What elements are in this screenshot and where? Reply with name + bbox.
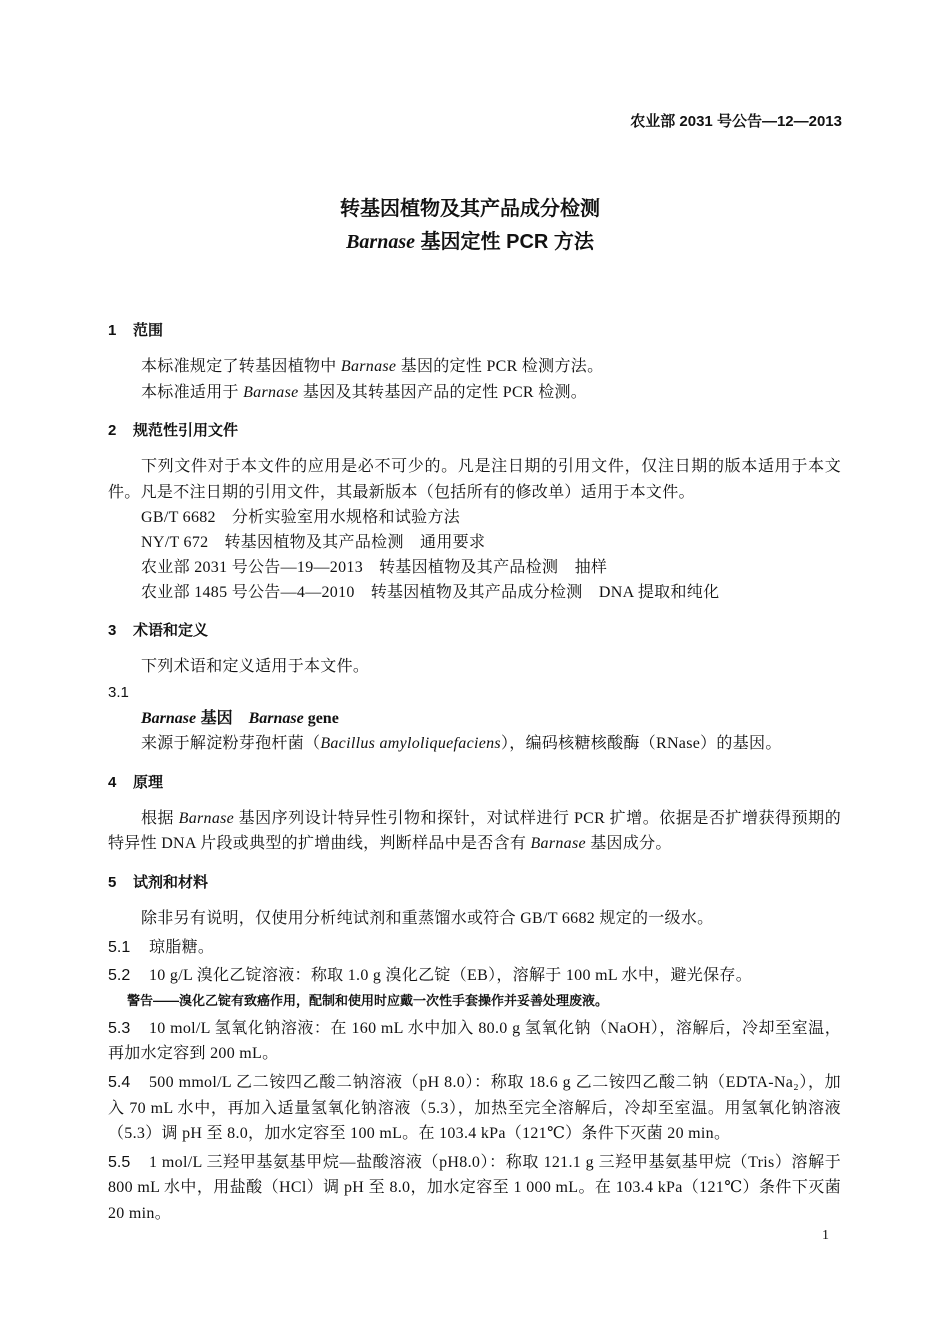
section-title: 术语和定义 — [133, 622, 209, 640]
term-gene-word: gene — [303, 709, 339, 727]
title-line-1: 转基因植物及其产品成分检测 — [340, 198, 600, 220]
reference-title: 转基因植物及其产品检测 通用要求 — [224, 534, 486, 552]
principle-paragraph — [108, 806, 841, 857]
reference-code: NY/T 672 — [141, 534, 209, 552]
section-title: 原理 — [133, 773, 164, 791]
clause-number: 5.5 — [108, 1153, 131, 1171]
reference-list — [108, 505, 841, 605]
clause-text: 1 mol/L 三羟甲基氨基甲烷—盐酸溶液（pH8.0）：称取 121.1 g 三羟甲基氨基甲烷（Tris）溶解于 800 mL 水中，用盐酸（HCl）调 pH 至 8.0，加水定容至 1 000 mL。在 103.4 kPa（121℃）条件下灭菌 20 min。 — [108, 1153, 841, 1222]
title-gene-name: Barnase — [346, 231, 415, 253]
text-run: 根据 — [141, 809, 179, 827]
clause-5-1 — [108, 935, 841, 961]
text-run: 基因成分。 — [585, 835, 672, 853]
title-line-2 — [0, 226, 940, 259]
clause-text: 10 g/L 溴化乙锭溶液：称取 1.0 g 溴化乙锭（EB），溶解于 100 mL 水中，避光保存。 — [149, 967, 752, 985]
document-body — [108, 318, 841, 1226]
clause-text: 琼脂糖。 — [149, 938, 215, 956]
term-name — [108, 706, 841, 732]
clause-number: 5.1 — [108, 938, 131, 956]
reference-title: 转基因植物及其产品成分检测 DNA 提取和纯化 — [370, 584, 720, 602]
clause-text: 10 mol/L 氢氧化钠溶液：在 160 mL 水中加入 80.0 g 氢氧化钠（NaOH），溶解后，冷却至室温，再加水定容到 200 mL。 — [108, 1019, 841, 1063]
section-number: 1 — [108, 322, 117, 339]
section-number: 2 — [108, 422, 117, 440]
reference-title: 分析实验室用水规格和试验方法 — [231, 509, 461, 527]
gene-name: Barnase — [243, 383, 299, 401]
section-number: 4 — [108, 773, 117, 791]
reagents-intro: 除非另有说明，仅使用分析纯试剂和重蒸馏水或符合 GB/T 6682 规定的一级水。 — [141, 909, 714, 927]
clause-text: 500 mmol/L 乙二铵四乙酸二钠溶液（pH 8.0）：称取 18.6 g 乙二铵四乙酸二钠（EDTA-Na₂），加入 70 mL 水中，再加入适量氢氧化钠溶液（5.3），加热至完全溶解后，冷却至室温。用氢氧化钠溶液（5.3）调 pH 至 8.0，加水定容至 100 mL。在 103.4 kPa（121℃）条件下灭菌 20 min。 — [108, 1073, 841, 1143]
section-4-heading — [108, 770, 841, 796]
clause-5-3 — [108, 1016, 841, 1067]
reference-code: 农业部 1485 号公告—4—2010 — [141, 584, 355, 602]
references-intro: 下列文件对于本文件的应用是必不可少的。凡是注日期的引用文件，仅注日期的版本适用于本文件。凡是不注日期的引用文件，其最新版本（包括所有的修改单）适用于本文件。 — [108, 458, 841, 501]
document-title — [0, 193, 940, 259]
species-name: Bacillus amyloliquefaciens — [320, 735, 501, 753]
section-number: 5 — [108, 873, 117, 891]
section-2-heading — [108, 418, 841, 444]
section-1-heading — [108, 318, 841, 344]
scope-paragraph-1 — [108, 354, 841, 380]
clause-number: 5.2 — [108, 967, 131, 985]
scope-paragraph-2 — [108, 380, 841, 406]
term-name-en — [249, 710, 339, 727]
reference-item — [108, 505, 841, 530]
section-title: 范围 — [133, 322, 164, 339]
reference-item — [108, 580, 841, 605]
term-gene-name-en: Barnase — [248, 709, 304, 727]
text-run: 本标准适用于 — [141, 383, 244, 401]
reference-item — [108, 555, 841, 580]
text-run: 基因的定性 PCR 检测方法。 — [396, 358, 604, 375]
clause-5-2 — [108, 963, 841, 989]
title-line-2-rest: 基因定性 PCR 方法 — [415, 231, 594, 253]
text-run: ），编码核糖核酸酶（RNase）的基因。 — [500, 735, 782, 753]
clause-5-5 — [108, 1150, 841, 1227]
section-title: 试剂和材料 — [133, 873, 209, 891]
term-gene-name: Barnase — [141, 709, 197, 727]
document-number: 农业部 2031 号公告—12—2013 — [630, 113, 842, 130]
gene-name: Barnase — [340, 358, 397, 375]
gene-name: Barnase — [178, 809, 235, 827]
reference-item — [108, 530, 841, 555]
term-name-zh: 基因 — [196, 709, 233, 727]
term-number: 3.1 — [108, 683, 129, 701]
section-number: 3 — [108, 622, 117, 640]
reference-title: 转基因植物及其产品检测 抽样 — [379, 559, 608, 577]
section-title: 规范性引用文件 — [133, 422, 239, 440]
reference-code: 农业部 2031 号公告—19—2013 — [141, 559, 363, 577]
text-run: 基因及其转基因产品的定性 PCR 检测。 — [298, 383, 588, 401]
term-definition — [108, 731, 841, 757]
text-run: 来源于解淀粉芽孢杆菌（ — [141, 735, 321, 753]
terms-intro: 下列术语和定义适用于本文件。 — [141, 658, 370, 676]
gene-name: Barnase — [530, 835, 586, 853]
text-run: 基因序列设计特异性引物和探针，对试样进行 PCR 扩增。依据是否扩增获得预期的特异性 DNA 片段或典型的扩增曲线，判断样品中是否含有 — [108, 809, 841, 853]
clause-number: 5.3 — [108, 1019, 131, 1037]
section-3-heading — [108, 618, 841, 644]
clause-5-4 — [108, 1070, 841, 1147]
clause-number: 5.4 — [108, 1073, 131, 1091]
text-run: 本标准规定了转基因植物中 — [141, 358, 341, 375]
safety-warning: 警告——溴化乙锭有致癌作用，配制和使用时应戴一次性手套操作并妥善处理废液。 — [127, 992, 609, 1008]
reference-code: GB/T 6682 — [141, 509, 216, 527]
page-number: 1 — [822, 1228, 829, 1243]
section-5-heading — [108, 870, 841, 896]
